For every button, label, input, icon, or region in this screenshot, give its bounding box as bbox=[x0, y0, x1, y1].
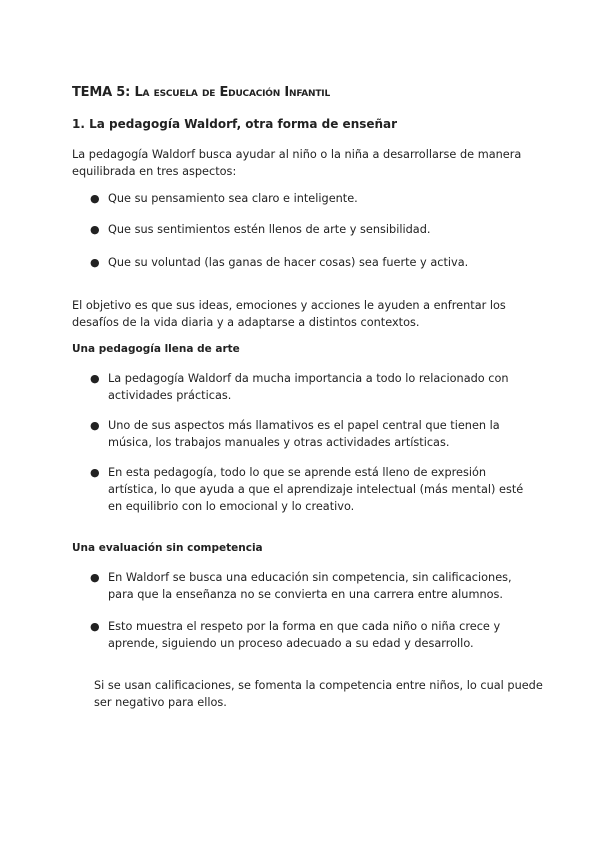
intro-paragraph: La pedagogía Waldorf busca ayudar al niño o la niña a desarrollarse de manera equilibrada en tres aspectos: bbox=[72, 148, 522, 178]
section-heading-evaluacion: Una evaluación sin competencia bbox=[72, 542, 263, 554]
objective-paragraph: El objetivo es que sus ideas, emociones y acciones le ayuden a enfrentar los desafíos de la vida diaria y a adaptarse a distintos contextos. bbox=[72, 299, 506, 329]
title-rest: La escuela de Educación Infantil bbox=[134, 85, 330, 100]
list-item-text: Que sus sentimientos estén llenos de arte y sensibilidad. bbox=[108, 223, 431, 236]
section-heading-arte: Una pedagogía llena de arte bbox=[72, 343, 240, 355]
list-item-text: Que su pensamiento sea claro e inteligente. bbox=[108, 192, 358, 205]
bullet-icon: ● bbox=[90, 466, 100, 479]
list-item-text: Uno de sus aspectos más llamativos es el papel central que tienen la música, los trabajos manuales y otras actividades artísticas. bbox=[108, 419, 500, 449]
list-item bbox=[90, 464, 530, 515]
bullet-icon: ● bbox=[90, 620, 100, 633]
list-item bbox=[90, 417, 530, 451]
list-item-text: En esta pedagogía, todo lo que se aprende está lleno de expresión artística, lo que ayuda a que el aprendizaje intelectual (más mental) esté en equilibrio con lo emocional y lo creativo. bbox=[108, 466, 524, 513]
bullet-icon: ● bbox=[90, 419, 100, 432]
list-item bbox=[90, 370, 530, 404]
list-item-text: En Waldorf se busca una educación sin competencia, sin calificaciones, para que la enseñanza no se convierta en una carrera entre alumnos. bbox=[108, 571, 512, 601]
closing-paragraph: Si se usan calificaciones, se fomenta la competencia entre niños, lo cual puede ser negativo para ellos. bbox=[94, 679, 543, 709]
page-title bbox=[72, 85, 330, 100]
list-item bbox=[90, 569, 530, 603]
bullet-icon: ● bbox=[90, 372, 100, 385]
bullet-icon: ● bbox=[90, 192, 100, 205]
list-item bbox=[90, 254, 530, 271]
list-item-text: Esto muestra el respeto por la forma en que cada niño o niña crece y aprende, siguiendo un proceso adecuado a su edad y desarrollo. bbox=[108, 620, 501, 650]
bullet-icon: ● bbox=[90, 256, 100, 269]
list-item-text: Que su voluntad (las ganas de hacer cosas) sea fuerte y activa. bbox=[108, 256, 469, 269]
list-item bbox=[90, 221, 530, 238]
list-item bbox=[90, 190, 530, 207]
bullet-icon: ● bbox=[90, 223, 100, 236]
section-heading-waldorf: 1. La pedagogía Waldorf, otra forma de enseñar bbox=[72, 117, 398, 131]
list-item-text: La pedagogía Waldorf da mucha importancia a todo lo relacionado con actividades prácticas. bbox=[108, 372, 509, 402]
bullet-icon: ● bbox=[90, 571, 100, 584]
title-prefix: TEMA 5: bbox=[72, 85, 131, 100]
list-item bbox=[90, 618, 530, 652]
